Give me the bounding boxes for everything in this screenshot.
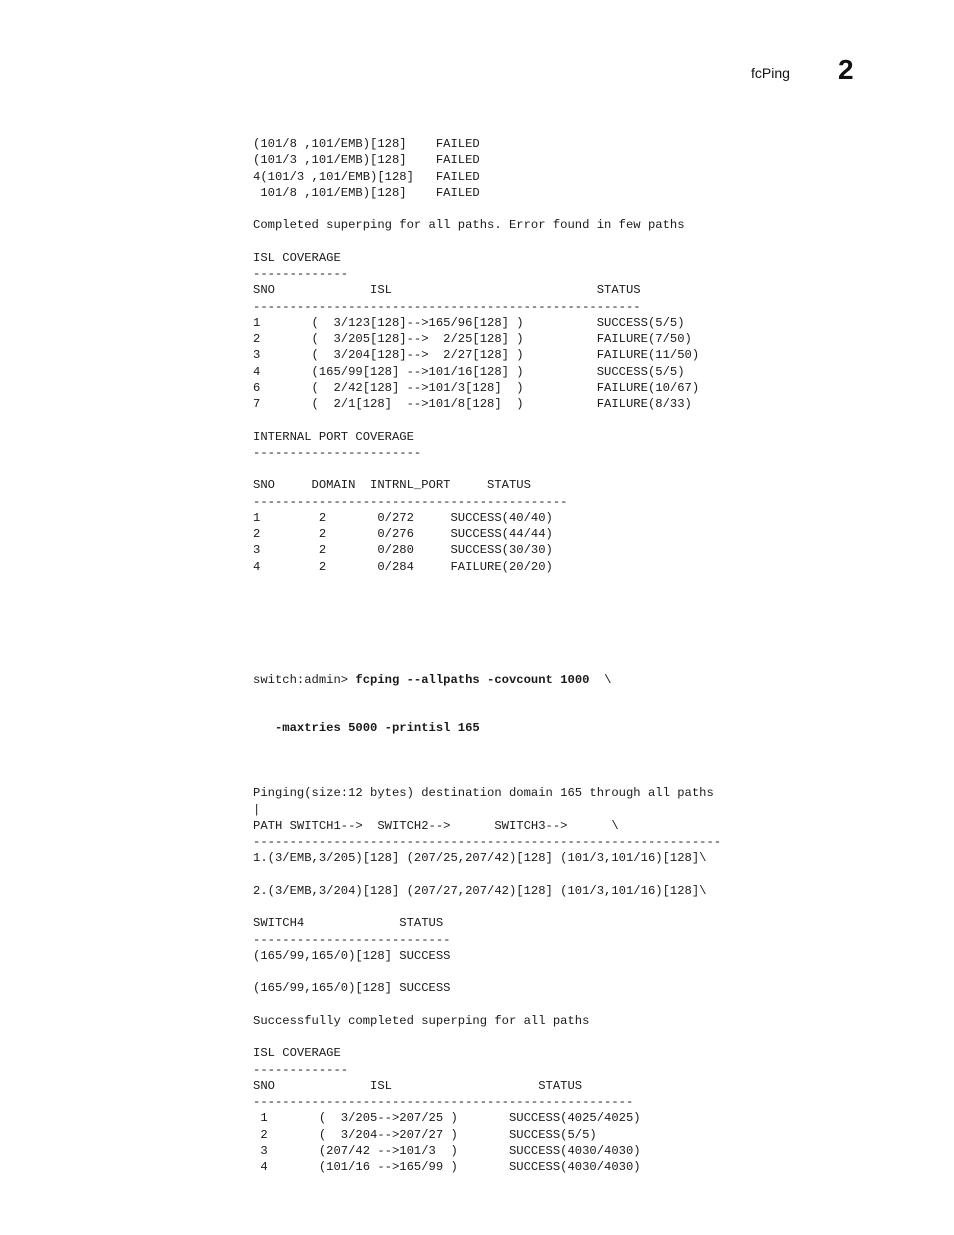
line-continuation: \ — [589, 672, 612, 687]
output-line: INTERNAL PORT COVERAGE — [253, 429, 414, 444]
output-line — [253, 412, 699, 428]
output-line: SNO ISL STATUS — [253, 283, 641, 298]
output-line: (165/99,165/0)[128] SUCCESS — [253, 981, 451, 996]
command-output — [253, 769, 721, 1175]
output-line: 2.(3/EMB,3/204)[128] (207/27,207/42)[128] (101/3,101/16)[128]\ — [253, 883, 707, 898]
output-line: 7 ( 2/1[128] -->101/8[128] ) FAILURE(8/33) — [253, 397, 692, 411]
output-line: ----------------------- — [253, 445, 422, 460]
command-line — [253, 672, 721, 688]
output-line: 3 2 0/280 SUCCESS(30/30) — [253, 543, 553, 558]
command-output-block — [253, 136, 699, 575]
output-line: 4 (101/16 -->165/99 ) SUCCESS(4030/4030) — [253, 1160, 641, 1174]
output-line — [253, 964, 721, 980]
output-line: SWITCH4 STATUS — [253, 916, 444, 931]
output-line — [253, 234, 699, 250]
output-line: 2 2 0/276 SUCCESS(44/44) — [253, 527, 553, 541]
output-line: ------------- — [253, 267, 349, 281]
output-line: (165/99,165/0)[128] SUCCESS — [253, 948, 451, 963]
command-text: fcping --allpaths -covcount 1000 — [355, 672, 590, 687]
output-line: 1 ( 3/123[128]-->165/96[128] ) SUCCESS(5/5) — [253, 315, 685, 330]
output-line: 3 (207/42 -->101/3 ) SUCCESS(4030/4030) — [253, 1143, 641, 1158]
output-line: 2 ( 3/204-->207/27 ) SUCCESS(5/5) — [253, 1127, 597, 1142]
output-line: 1 ( 3/205-->207/25 ) SUCCESS(4025/4025) — [253, 1111, 641, 1126]
chapter-number: 2 — [838, 54, 854, 85]
output-line: 3 ( 3/204[128]--> 2/27[128] ) FAILURE(11/50) — [253, 348, 700, 363]
running-head: fcPing — [751, 65, 790, 81]
output-line: ---------------------------------------------------- — [253, 1095, 634, 1109]
output-line: ---------------------------------------------------------------- — [253, 835, 722, 849]
output-line: PATH SWITCH1--> SWITCH2--> SWITCH3--> \ — [253, 818, 619, 833]
output-line — [253, 899, 721, 915]
output-line: Completed superping for all paths. Error found in few paths — [253, 218, 685, 233]
output-line: ISL COVERAGE — [253, 1046, 341, 1061]
output-line: 4 (165/99[128] -->101/16[128] ) SUCCESS(5/5) — [253, 364, 685, 379]
output-line — [253, 867, 721, 883]
output-line: ------------- — [253, 1062, 349, 1077]
output-line: 1 2 0/272 SUCCESS(40/40) — [253, 510, 553, 525]
output-line: 4(101/3 ,101/EMB)[128] FAILED — [253, 169, 480, 184]
command-line-continued — [253, 720, 721, 736]
output-line: ----------------------------------------------------- — [253, 299, 641, 314]
output-line: 1.(3/EMB,3/205)[128] (207/25,207/42)[128] (101/3,101/16)[128]\ — [253, 851, 707, 866]
output-line: ISL COVERAGE — [253, 250, 341, 265]
output-line: SNO DOMAIN INTRNL_PORT STATUS — [253, 478, 531, 493]
command-example-block — [253, 639, 721, 1192]
output-line: | — [253, 802, 261, 817]
output-line — [253, 201, 699, 217]
output-line: 2 ( 3/205[128]--> 2/25[128] ) FAILURE(7/50) — [253, 332, 692, 346]
output-line — [253, 997, 721, 1013]
output-line: --------------------------- — [253, 932, 451, 947]
output-line: SNO ISL STATUS — [253, 1078, 583, 1093]
output-line — [253, 461, 699, 477]
page-header — [0, 54, 954, 94]
command-options: -maxtries 5000 -printisl 165 — [274, 721, 480, 736]
output-line — [253, 1029, 721, 1045]
output-line: (101/8 ,101/EMB)[128] FAILED — [253, 137, 480, 151]
shell-prompt: switch:admin> — [253, 672, 356, 687]
output-line: Successfully completed superping for all paths — [253, 1013, 590, 1028]
output-line: 4 2 0/284 FAILURE(20/20) — [253, 559, 553, 574]
output-line: 6 ( 2/42[128] -->101/3[128] ) FAILURE(10/67) — [253, 380, 700, 395]
output-line: (101/3 ,101/EMB)[128] FAILED — [253, 153, 480, 168]
output-line: Pinging(size:12 bytes) destination domain 165 through all paths — [253, 786, 714, 801]
output-line: 101/8 ,101/EMB)[128] FAILED — [253, 185, 480, 200]
output-line — [253, 769, 721, 785]
output-line: ------------------------------------------- — [253, 494, 568, 509]
